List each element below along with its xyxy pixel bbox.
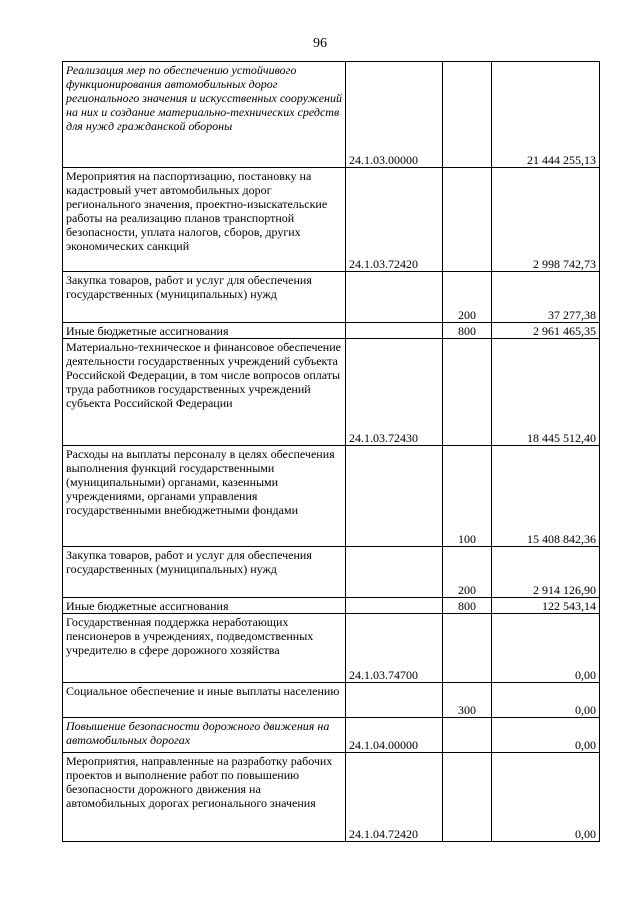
row-name-cell <box>63 168 346 272</box>
row-code: 24.1.03.72420 <box>346 168 443 272</box>
row-amount: 15 408 842,36 <box>492 446 600 547</box>
row-name: Иные бюджетные ассигнования <box>66 324 229 338</box>
row-expense-type <box>443 753 492 842</box>
row-name-cell <box>63 323 346 339</box>
row-name: Материально-техническое и финансовое обеспечение деятельности государственных учреждений субъекта Российской Федерации, в том числе вопросов оплаты труда работников государственных учреждений субъекта Российской Федерации <box>66 340 341 410</box>
row-expense-type <box>443 614 492 683</box>
table-row <box>63 168 600 272</box>
row-expense-type: 200 <box>443 547 492 598</box>
row-name: Повышение безопасности дорожного движения на автомобильных дорогах <box>66 719 330 747</box>
row-expense-type <box>443 62 492 168</box>
table-row <box>63 446 600 547</box>
row-code: 24.1.03.00000 <box>346 62 443 168</box>
table-row <box>63 683 600 718</box>
row-expense-type: 800 <box>443 323 492 339</box>
row-amount: 21 444 255,13 <box>492 62 600 168</box>
table-row <box>63 598 600 614</box>
budget-table <box>62 61 600 842</box>
row-amount: 0,00 <box>492 718 600 753</box>
page-number: 96 <box>313 36 327 51</box>
row-name: Мероприятия на паспортизацию, постановку на кадастровый учет автомобильных дорог регионального значения, проектно-изыскательские работы на реализацию планов транспортной безопасности, уплата налогов, сборов, других экономических санкций <box>66 169 328 253</box>
row-amount: 2 961 465,35 <box>492 323 600 339</box>
row-expense-type: 300 <box>443 683 492 718</box>
row-name-cell <box>63 753 346 842</box>
row-name: Реализация мер по обеспечению устойчивого функционирования автомобильных дорог регионального значения и искусственных сооружений на них и создание материально-технических средств для нужд гражданской обороны <box>66 63 343 133</box>
row-name-cell <box>63 598 346 614</box>
table-row <box>63 753 600 842</box>
row-code <box>346 598 443 614</box>
row-amount: 2 998 742,73 <box>492 168 600 272</box>
row-name-cell <box>63 614 346 683</box>
row-amount: 122 543,14 <box>492 598 600 614</box>
table-row <box>63 339 600 446</box>
row-expense-type: 100 <box>443 446 492 547</box>
row-expense-type <box>443 339 492 446</box>
row-amount: 2 914 126,90 <box>492 547 600 598</box>
row-name-cell <box>63 683 346 718</box>
row-code: 24.1.03.72430 <box>346 339 443 446</box>
table-row <box>63 323 600 339</box>
row-name: Расходы на выплаты персоналу в целях обеспечения выполнения функций государственными (муниципальными) органами, казенными учреждениями, органами управления государственными внебюджетными фондами <box>66 447 335 517</box>
row-code <box>346 683 443 718</box>
table-row <box>63 62 600 168</box>
row-name-cell <box>63 547 346 598</box>
row-amount: 0,00 <box>492 753 600 842</box>
table-row <box>63 614 600 683</box>
row-amount: 0,00 <box>492 683 600 718</box>
row-amount: 37 277,38 <box>492 272 600 323</box>
row-amount: 18 445 512,40 <box>492 339 600 446</box>
table-row <box>63 547 600 598</box>
row-code <box>346 446 443 547</box>
row-name-cell <box>63 446 346 547</box>
row-expense-type <box>443 718 492 753</box>
row-code <box>346 323 443 339</box>
row-code <box>346 547 443 598</box>
row-code: 24.1.04.72420 <box>346 753 443 842</box>
budget-table-body <box>63 62 600 842</box>
row-expense-type: 800 <box>443 598 492 614</box>
row-code <box>346 272 443 323</box>
row-name: Закупка товаров, работ и услуг для обеспечения государственных (муниципальных) нужд <box>66 273 312 301</box>
row-name-cell <box>63 62 346 168</box>
row-amount: 0,00 <box>492 614 600 683</box>
row-code: 24.1.03.74700 <box>346 614 443 683</box>
row-name-cell <box>63 718 346 753</box>
row-expense-type: 200 <box>443 272 492 323</box>
row-name: Социальное обеспечение и иные выплаты населению <box>66 684 340 698</box>
row-name: Мероприятия, направленные на разработку рабочих проектов и выполнение работ по повышению безопасности дорожного движения на автомобильных дорогах регионального значения <box>66 754 333 810</box>
row-name-cell <box>63 339 346 446</box>
table-row <box>63 718 600 753</box>
row-code: 24.1.04.00000 <box>346 718 443 753</box>
table-row <box>63 272 600 323</box>
row-expense-type <box>443 168 492 272</box>
row-name: Государственная поддержка неработающих пенсионеров в учреждениях, подведомственных учредителю в сфере дорожного хозяйства <box>66 615 314 657</box>
row-name: Иные бюджетные ассигнования <box>66 599 229 613</box>
row-name: Закупка товаров, работ и услуг для обеспечения государственных (муниципальных) нужд <box>66 548 312 576</box>
row-name-cell <box>63 272 346 323</box>
